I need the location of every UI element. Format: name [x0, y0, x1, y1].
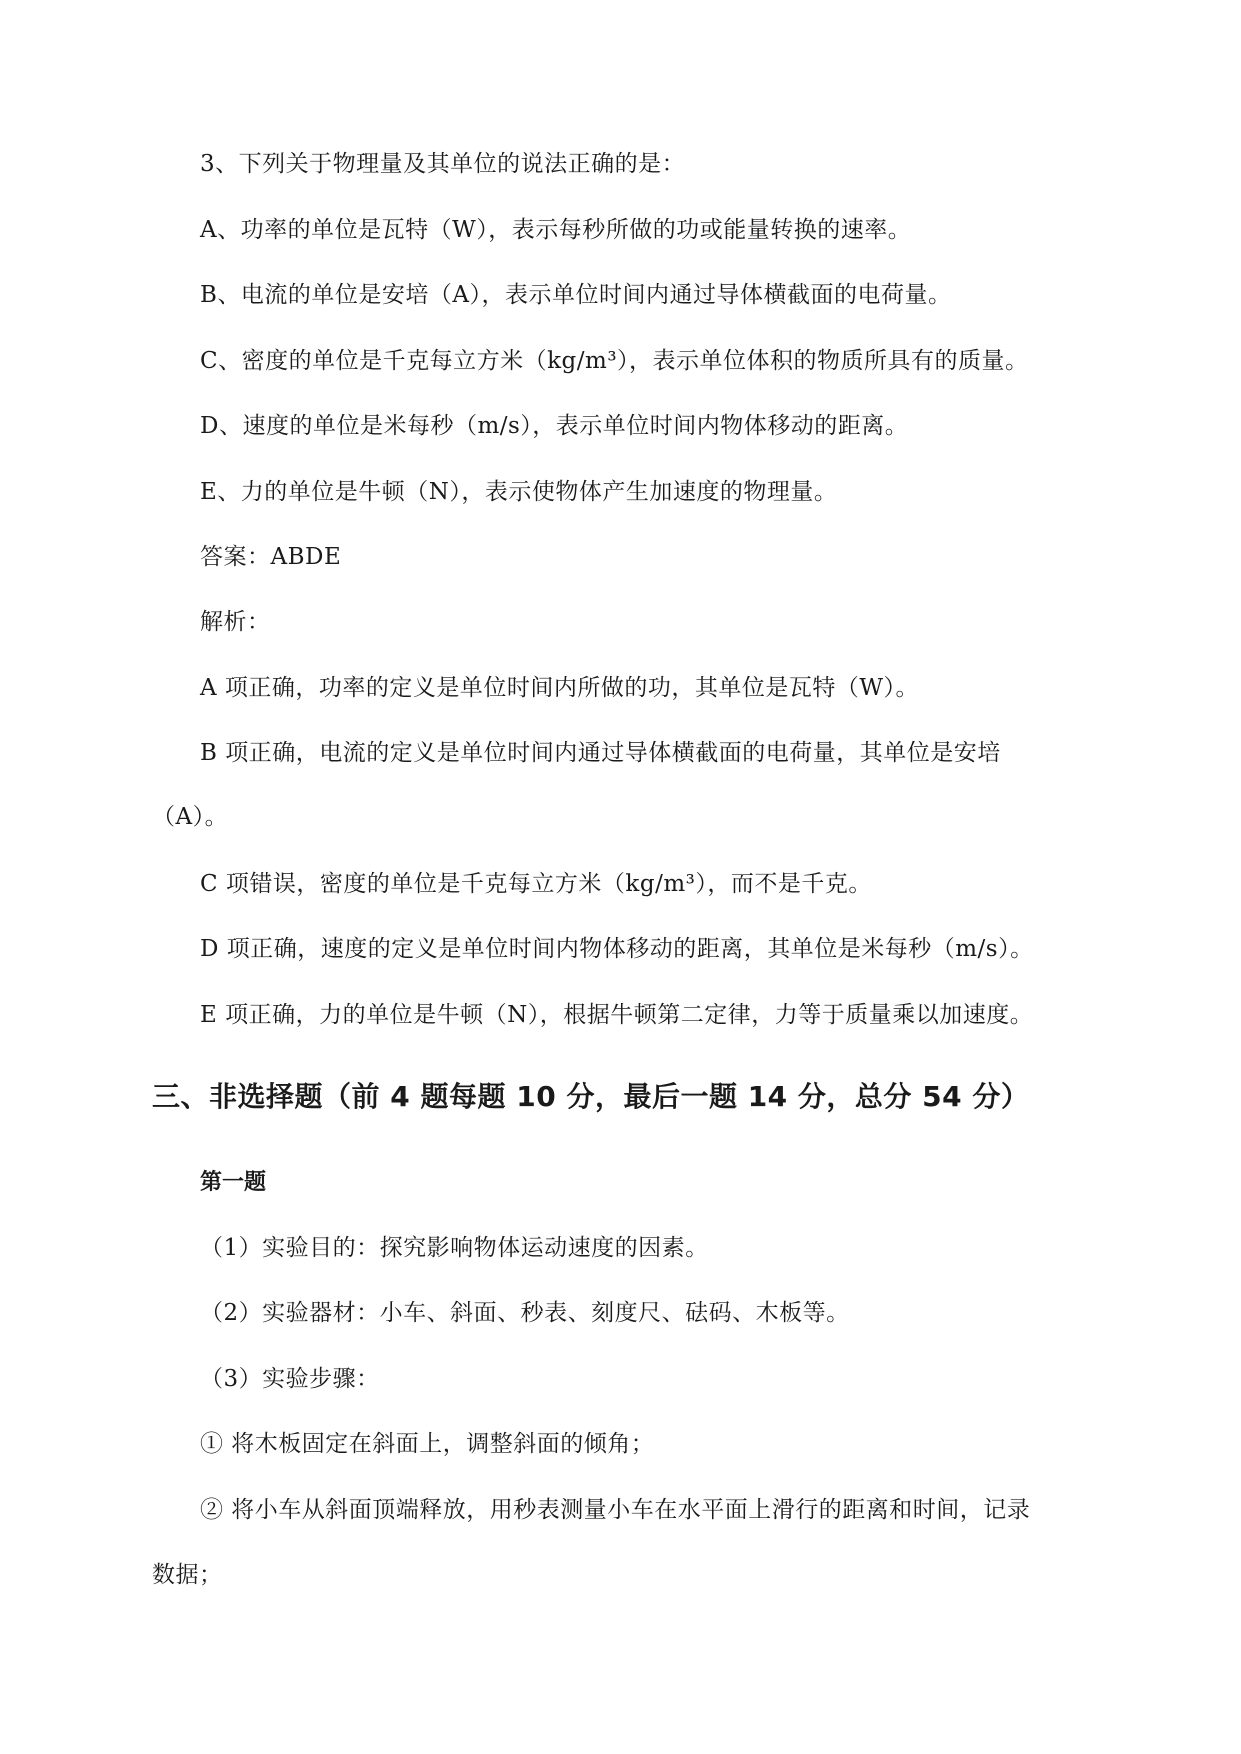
- q1-step-2-continued: 数据；: [152, 1562, 223, 1588]
- q1-step-2: ② 将小车从斜面顶端释放，用秒表测量小车在水平面上滑行的距离和时间，记录: [200, 1497, 1031, 1523]
- q1-step-1: ① 将木板固定在斜面上，调整斜面的倾角；: [200, 1431, 655, 1457]
- analysis-d: D 项正确，速度的定义是单位时间内物体移动的距离，其单位是米每秒（m/s）。: [200, 936, 1034, 962]
- analysis-b: B 项正确，电流的定义是单位时间内通过导体横截面的电荷量，其单位是安培: [200, 740, 1001, 766]
- analysis-label: 解析：: [200, 609, 271, 635]
- answer: 答案：ABDE: [200, 544, 342, 570]
- analysis-b-continued: （A）。: [152, 804, 229, 830]
- q1-equipment: （2）实验器材：小车、斜面、秒表、刻度尺、砝码、木板等。: [200, 1300, 850, 1326]
- option-c: C、密度的单位是千克每立方米（kg/m³），表示单位体积的物质所具有的质量。: [200, 348, 1029, 374]
- section-title: 三、非选择题（前 4 题每题 10 分，最后一题 14 分，总分 54 分）: [152, 1080, 1030, 1113]
- option-b: B、电流的单位是安培（A），表示单位时间内通过导体横截面的电荷量。: [200, 282, 952, 308]
- analysis-e: E 项正确，力的单位是牛顿（N），根据牛顿第二定律，力等于质量乘以加速度。: [200, 1002, 1034, 1028]
- analysis-a: A 项正确，功率的定义是单位时间内所做的功，其单位是瓦特（W）。: [200, 675, 920, 701]
- analysis-c: C 项错误，密度的单位是千克每立方米（kg/m³），而不是千克。: [200, 871, 872, 897]
- question-3-stem: 3、下列关于物理量及其单位的说法正确的是：: [200, 151, 686, 177]
- question-1-title: 第一题: [200, 1170, 267, 1195]
- q1-steps-label: （3）实验步骤：: [200, 1366, 380, 1392]
- option-e: E、力的单位是牛顿（N），表示使物体产生加速度的物理量。: [200, 479, 838, 505]
- q1-purpose: （1）实验目的：探究影响物体运动速度的因素。: [200, 1235, 709, 1261]
- option-d: D、速度的单位是米每秒（m/s），表示单位时间内物体移动的距离。: [200, 413, 909, 439]
- option-a: A、功率的单位是瓦特（W），表示每秒所做的功或能量转换的速率。: [200, 217, 912, 243]
